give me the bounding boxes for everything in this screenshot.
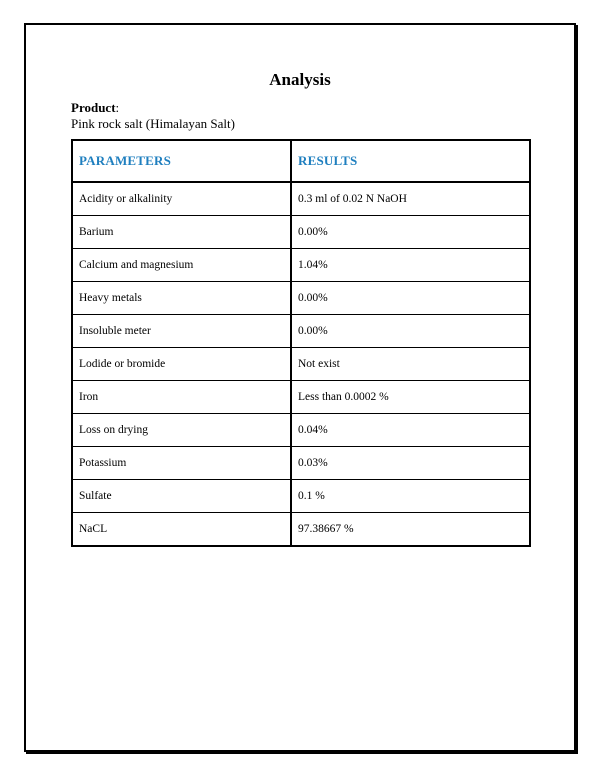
page-title: Analysis [269,70,331,89]
parameter-cell: Sulfate [72,480,291,513]
product-value: Pink rock salt (Himalayan Salt) [71,116,235,131]
result-cell: 0.1 % [291,480,530,513]
parameter-cell: Barium [72,216,291,249]
header-results: RESULTS [291,140,530,182]
result-cell: 0.03% [291,447,530,480]
product-label-colon: : [115,100,120,115]
result-cell: Not exist [291,348,530,381]
result-cell: 0.00% [291,315,530,348]
header-parameters: PARAMETERS [72,140,291,182]
table-row [72,182,530,216]
result-cell: Less than 0.0002 % [291,381,530,414]
parameter-cell: Heavy metals [72,282,291,315]
table-row [72,381,530,414]
table-row [72,282,530,315]
parameter-cell: Acidity or alkalinity [72,182,291,216]
parameter-cell: Potassium [72,447,291,480]
result-cell: 1.04% [291,249,530,282]
result-cell: 0.00% [291,216,530,249]
parameter-cell: Iron [72,381,291,414]
parameter-cell: Loss on drying [72,414,291,447]
analysis-table [71,139,531,547]
table-header-row [72,140,530,182]
result-cell: 97.38667 % [291,513,530,547]
table-row [72,513,530,547]
result-cell: 0.00% [291,282,530,315]
parameter-cell: Insoluble meter [72,315,291,348]
product-label-text: Product [71,100,116,115]
table-row [72,414,530,447]
result-cell: 0.3 ml of 0.02 N NaOH [291,182,530,216]
table-row [72,249,530,282]
table-row [72,348,530,381]
product-label [71,100,119,116]
table-row [72,480,530,513]
parameter-cell: Calcium and magnesium [72,249,291,282]
table-row [72,315,530,348]
table-row [72,216,530,249]
parameter-cell: Lodide or bromide [72,348,291,381]
table-row [72,447,530,480]
parameter-cell: NaCL [72,513,291,547]
result-cell: 0.04% [291,414,530,447]
